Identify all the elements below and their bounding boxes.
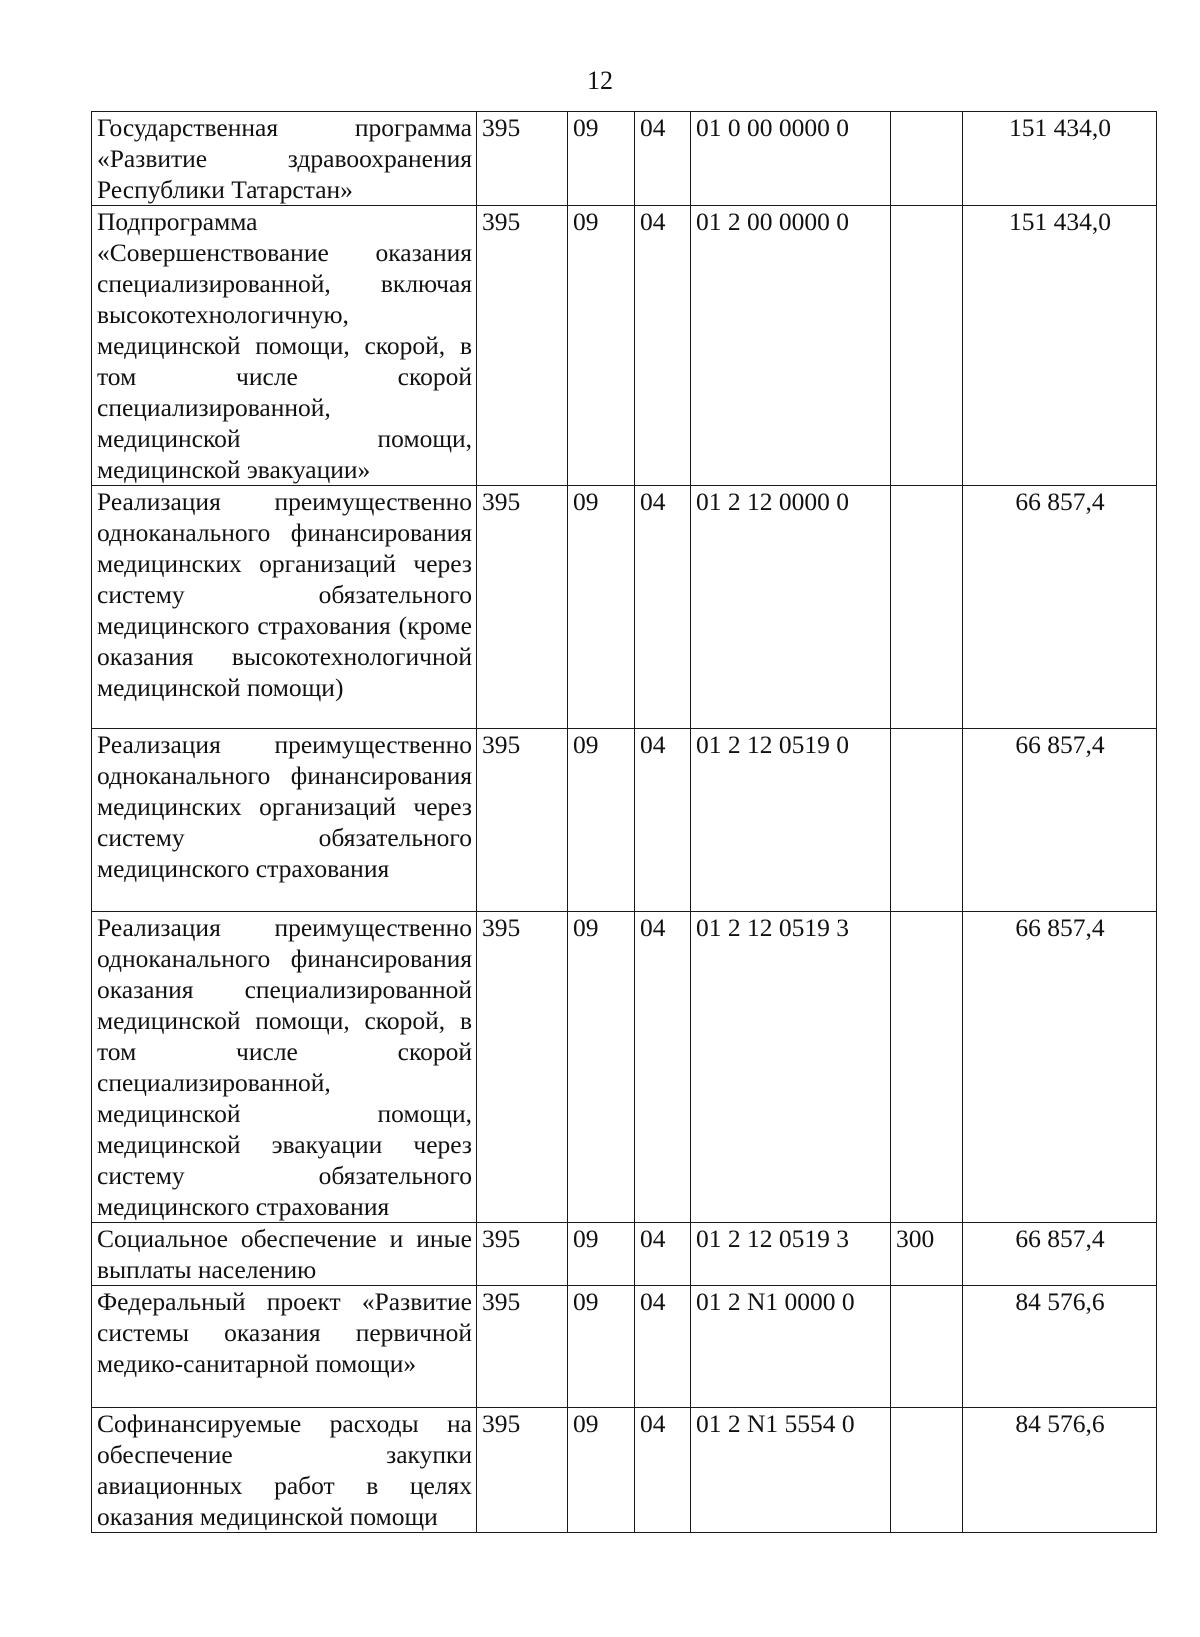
row-name: Подпрограмма «Совершенствование оказания специализированной, включая высокотехнологичную, медицинской помощи, скорой, в том числе скорой специализированной, медицинской помощи, медицинской эвакуации» <box>92 206 477 486</box>
table-row <box>92 912 1157 1223</box>
target-article-code: 01 2 12 0519 3 <box>691 1223 891 1286</box>
target-article-code: 01 2 12 0519 0 <box>691 729 891 912</box>
amount: 151 434,0 <box>963 112 1157 206</box>
target-article-code: 01 0 00 0000 0 <box>691 112 891 206</box>
target-article-code: 01 2 00 0000 0 <box>691 206 891 486</box>
subsection-code: 04 <box>635 1223 691 1286</box>
expense-kind-code <box>891 912 963 1223</box>
amount: 66 857,4 <box>963 486 1157 729</box>
admin-code: 395 <box>477 112 568 206</box>
expense-kind-code <box>891 486 963 729</box>
row-name: Реализация преимущественно одноканального финансирования медицинских организаций через систему обязательного медицинского страхования (кроме оказания высокотехнологичной медицинской помощи) <box>92 486 477 729</box>
admin-code: 395 <box>477 1223 568 1286</box>
expense-kind-code <box>891 729 963 912</box>
amount: 84 576,6 <box>963 1286 1157 1408</box>
table-row <box>92 112 1157 206</box>
expense-kind-code <box>891 1286 963 1408</box>
page-number: 12 <box>587 66 613 95</box>
admin-code: 395 <box>477 1408 568 1533</box>
expense-kind-code <box>891 206 963 486</box>
section-code: 09 <box>568 1408 635 1533</box>
row-name: Реализация преимущественно одноканального финансирования оказания специализированной медицинской помощи, скорой, в том числе скорой специализированной, медицинской помощи, медицинской эвакуации через систему обязательного медицинского страхования <box>92 912 477 1223</box>
amount: 84 576,6 <box>963 1408 1157 1533</box>
target-article-code: 01 2 12 0519 3 <box>691 912 891 1223</box>
amount: 66 857,4 <box>963 1223 1157 1286</box>
table-row <box>92 1286 1157 1408</box>
subsection-code: 04 <box>635 1286 691 1408</box>
amount: 151 434,0 <box>963 206 1157 486</box>
row-name: Софинансируемые расходы на обеспечение закупки авиационных работ в целях оказания медицинской помощи <box>92 1408 477 1533</box>
subsection-code: 04 <box>635 206 691 486</box>
section-code: 09 <box>568 112 635 206</box>
admin-code: 395 <box>477 486 568 729</box>
table-row <box>92 729 1157 912</box>
table-row <box>92 206 1157 486</box>
table-row <box>92 486 1157 729</box>
subsection-code: 04 <box>635 729 691 912</box>
section-code: 09 <box>568 1286 635 1408</box>
expense-kind-code: 300 <box>891 1223 963 1286</box>
section-code: 09 <box>568 729 635 912</box>
table-row <box>92 1408 1157 1533</box>
amount: 66 857,4 <box>963 729 1157 912</box>
admin-code: 395 <box>477 729 568 912</box>
expense-kind-code <box>891 1408 963 1533</box>
admin-code: 395 <box>477 206 568 486</box>
budget-table <box>91 111 1157 1533</box>
subsection-code: 04 <box>635 1408 691 1533</box>
target-article-code: 01 2 N1 0000 0 <box>691 1286 891 1408</box>
admin-code: 395 <box>477 912 568 1223</box>
target-article-code: 01 2 N1 5554 0 <box>691 1408 891 1533</box>
section-code: 09 <box>568 912 635 1223</box>
row-name: Реализация преимущественно одноканального финансирования медицинских организаций через систему обязательного медицинского страхования <box>92 729 477 912</box>
subsection-code: 04 <box>635 112 691 206</box>
subsection-code: 04 <box>635 912 691 1223</box>
admin-code: 395 <box>477 1286 568 1408</box>
row-name: Государственная программа «Развитие здравоохранения Республики Татарстан» <box>92 112 477 206</box>
table-row <box>92 1223 1157 1286</box>
expense-kind-code <box>891 112 963 206</box>
target-article-code: 01 2 12 0000 0 <box>691 486 891 729</box>
row-name: Федеральный проект «Развитие системы оказания первичной медико-санитарной помощи» <box>92 1286 477 1408</box>
row-name: Социальное обеспечение и иные выплаты населению <box>92 1223 477 1286</box>
section-code: 09 <box>568 486 635 729</box>
amount: 66 857,4 <box>963 912 1157 1223</box>
section-code: 09 <box>568 206 635 486</box>
subsection-code: 04 <box>635 486 691 729</box>
section-code: 09 <box>568 1223 635 1286</box>
